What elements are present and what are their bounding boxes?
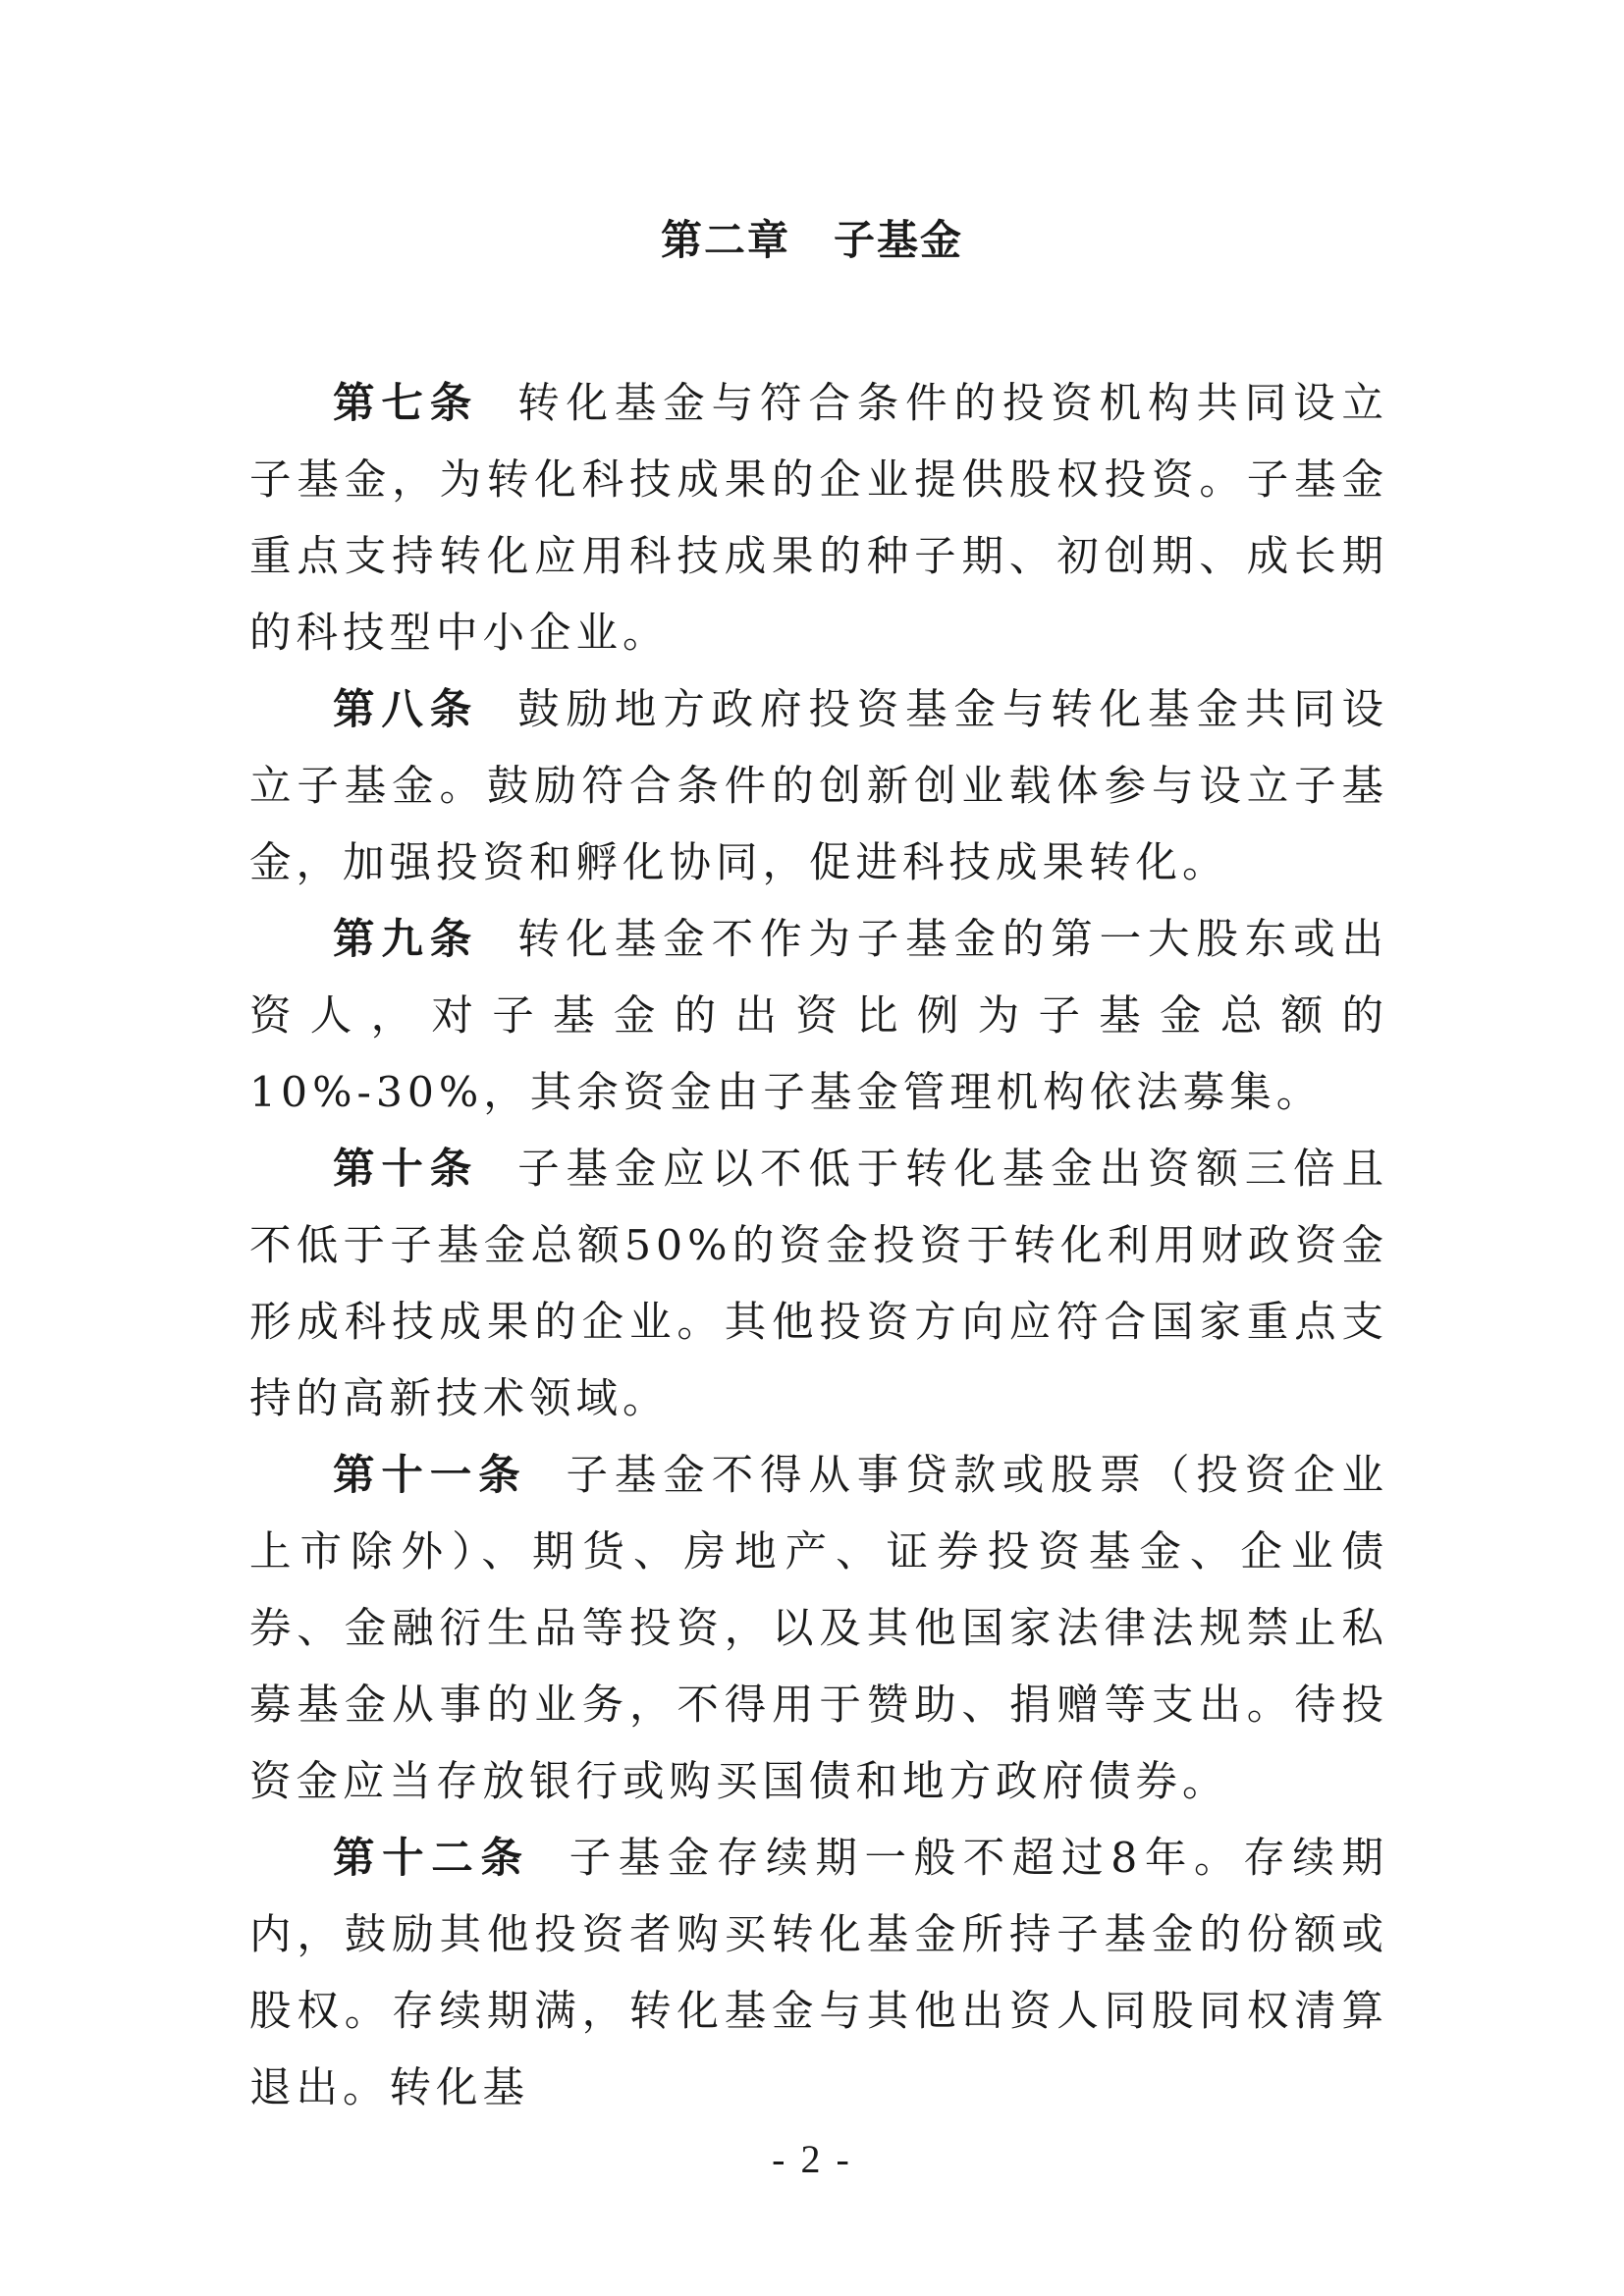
article-text: 子基金存续期一般不超过8年。存续期内，鼓励其他投资者购买转化基金所持子基金的份额或股权。存续期满，转化基金与其他出资人同股同权清算退出。转化基 xyxy=(249,1835,1388,2112)
chapter-title: 第二章 子基金 xyxy=(660,216,963,264)
article-8 xyxy=(249,672,1388,902)
article-number: 第八条 xyxy=(333,686,479,734)
article-10 xyxy=(249,1132,1388,1438)
article-text: 转化基金不作为子基金的第一大股东或出资人，对子基金的出资比例为子基金总额的10%-30%，其余资金由子基金管理机构依法募集。 xyxy=(249,916,1388,1117)
article-text: 转化基金与符合条件的投资机构共同设立子基金，为转化科技成果的企业提供股权投资。子基金重点支持转化应用科技成果的种子期、初创期、成长期的科技型中小企业。 xyxy=(249,380,1388,658)
article-7 xyxy=(249,366,1388,672)
article-11 xyxy=(249,1438,1388,1821)
document-body xyxy=(249,366,1388,2127)
article-text: 鼓励地方政府投资基金与转化基金共同设立子基金。鼓励符合条件的创新创业载体参与设立子基金，加强投资和孵化协同，促进科技成果转化。 xyxy=(249,686,1388,887)
article-text: 子基金应以不低于转化基金出资额三倍且不低于子基金总额50%的资金投资于转化利用财政资金形成科技成果的企业。其他投资方向应符合国家重点支持的高新技术领域。 xyxy=(249,1146,1388,1423)
article-9 xyxy=(249,902,1388,1132)
article-number: 第十一条 xyxy=(333,1452,527,1500)
article-number: 第九条 xyxy=(333,916,479,964)
article-number: 第七条 xyxy=(333,380,479,428)
article-number: 第十二条 xyxy=(333,1835,530,1883)
article-12 xyxy=(249,1821,1388,2127)
page-number: - 2 - xyxy=(772,2137,852,2181)
article-number: 第十条 xyxy=(333,1146,479,1194)
article-text: 子基金不得从事贷款或股票（投资企业上市除外）、期货、房地产、证券投资基金、企业债券、金融衍生品等投资，以及其他国家法律法规禁止私募基金从事的业务，不得用于赞助、捐赠等支出。待投资金应当存放银行或购买国债和地方政府债券。 xyxy=(249,1452,1388,1806)
